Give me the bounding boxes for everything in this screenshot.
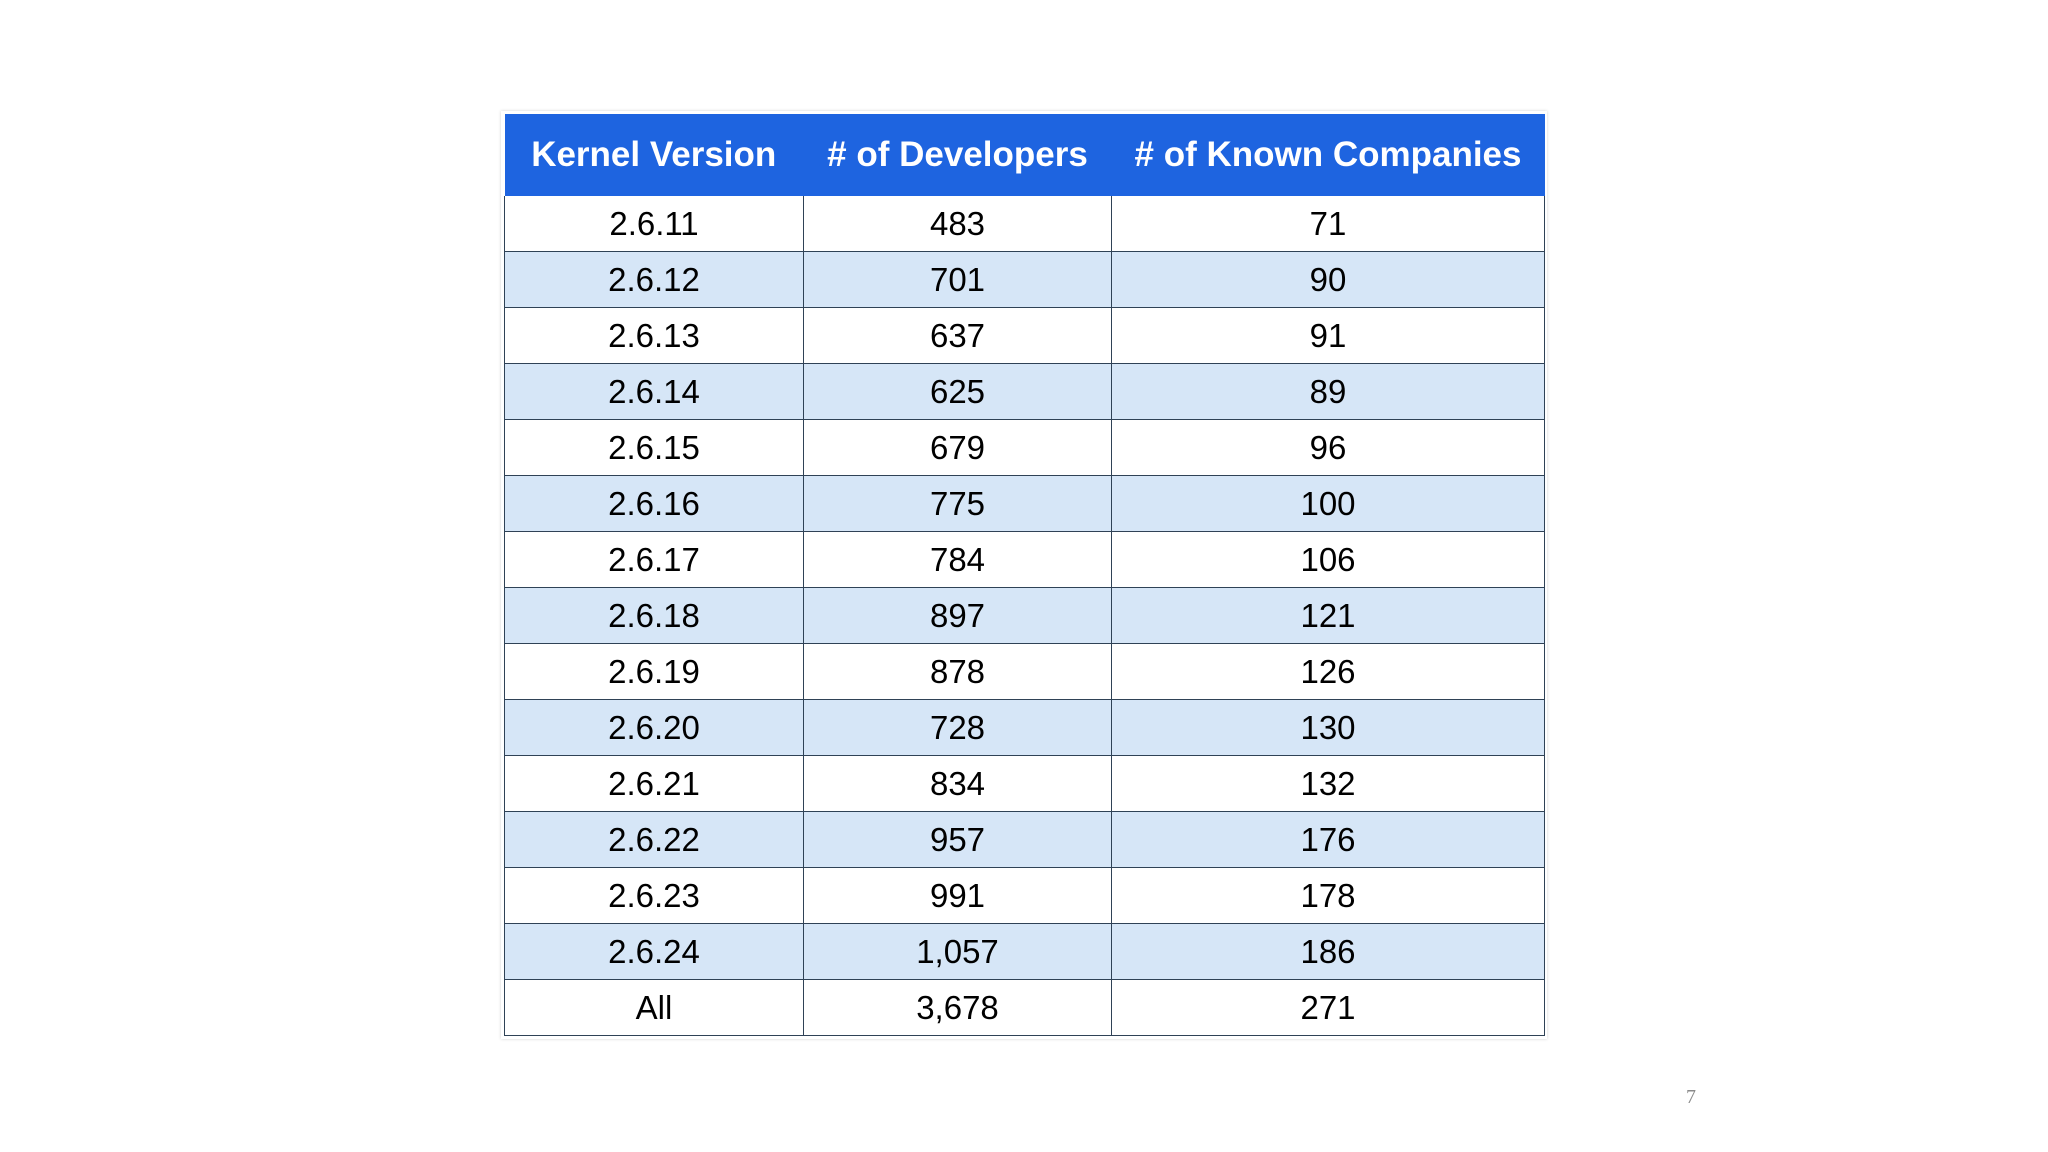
developers-cell: 3,678: [804, 980, 1112, 1036]
table-row: [505, 196, 1545, 252]
kernel-developers-table: [504, 114, 1545, 1036]
kernel-version-cell: 2.6.18: [505, 588, 804, 644]
developers-cell: 991: [804, 868, 1112, 924]
table-row: [505, 308, 1545, 364]
header-known-companies: # of Known Companies: [1112, 114, 1545, 196]
developers-cell: 483: [804, 196, 1112, 252]
companies-cell: 121: [1112, 588, 1545, 644]
developers-cell: 701: [804, 252, 1112, 308]
table-row: [505, 700, 1545, 756]
companies-cell: 90: [1112, 252, 1545, 308]
companies-cell: 91: [1112, 308, 1545, 364]
developers-cell: 878: [804, 644, 1112, 700]
header-developers: # of Developers: [804, 114, 1112, 196]
companies-cell: 89: [1112, 364, 1545, 420]
companies-cell: 186: [1112, 924, 1545, 980]
companies-cell: 106: [1112, 532, 1545, 588]
developers-cell: 728: [804, 700, 1112, 756]
developers-cell: 834: [804, 756, 1112, 812]
companies-cell: 130: [1112, 700, 1545, 756]
developers-cell: 775: [804, 476, 1112, 532]
developers-cell: 897: [804, 588, 1112, 644]
table-row: [505, 868, 1545, 924]
kernel-version-cell: 2.6.23: [505, 868, 804, 924]
developers-cell: 679: [804, 420, 1112, 476]
companies-cell: 176: [1112, 812, 1545, 868]
kernel-version-cell: 2.6.20: [505, 700, 804, 756]
companies-cell: 100: [1112, 476, 1545, 532]
developers-cell: 637: [804, 308, 1112, 364]
table-row: [505, 588, 1545, 644]
developers-cell: 957: [804, 812, 1112, 868]
kernel-version-cell: 2.6.12: [505, 252, 804, 308]
developers-cell: 625: [804, 364, 1112, 420]
companies-cell: 71: [1112, 196, 1545, 252]
companies-cell: 132: [1112, 756, 1545, 812]
companies-cell: 126: [1112, 644, 1545, 700]
table-row: [505, 532, 1545, 588]
kernel-version-cell: 2.6.16: [505, 476, 804, 532]
table-header-row: [505, 114, 1545, 196]
developers-cell: 1,057: [804, 924, 1112, 980]
table-row: [505, 644, 1545, 700]
page-number: 7: [1686, 1086, 1696, 1108]
kernel-version-cell: All: [505, 980, 804, 1036]
table-row: [505, 812, 1545, 868]
kernel-version-cell: 2.6.17: [505, 532, 804, 588]
table-row: [505, 980, 1545, 1036]
table-row: [505, 924, 1545, 980]
table-row: [505, 252, 1545, 308]
developers-cell: 784: [804, 532, 1112, 588]
kernel-version-cell: 2.6.24: [505, 924, 804, 980]
table-row: [505, 364, 1545, 420]
kernel-version-cell: 2.6.21: [505, 756, 804, 812]
table-container: [501, 111, 1547, 1039]
kernel-version-cell: 2.6.22: [505, 812, 804, 868]
kernel-version-cell: 2.6.19: [505, 644, 804, 700]
table-row: [505, 756, 1545, 812]
kernel-version-cell: 2.6.13: [505, 308, 804, 364]
companies-cell: 178: [1112, 868, 1545, 924]
table-row: [505, 476, 1545, 532]
header-kernel-version: Kernel Version: [505, 114, 804, 196]
table-body: [505, 196, 1545, 1036]
companies-cell: 271: [1112, 980, 1545, 1036]
table-row: [505, 420, 1545, 476]
kernel-version-cell: 2.6.15: [505, 420, 804, 476]
kernel-version-cell: 2.6.14: [505, 364, 804, 420]
companies-cell: 96: [1112, 420, 1545, 476]
kernel-version-cell: 2.6.11: [505, 196, 804, 252]
